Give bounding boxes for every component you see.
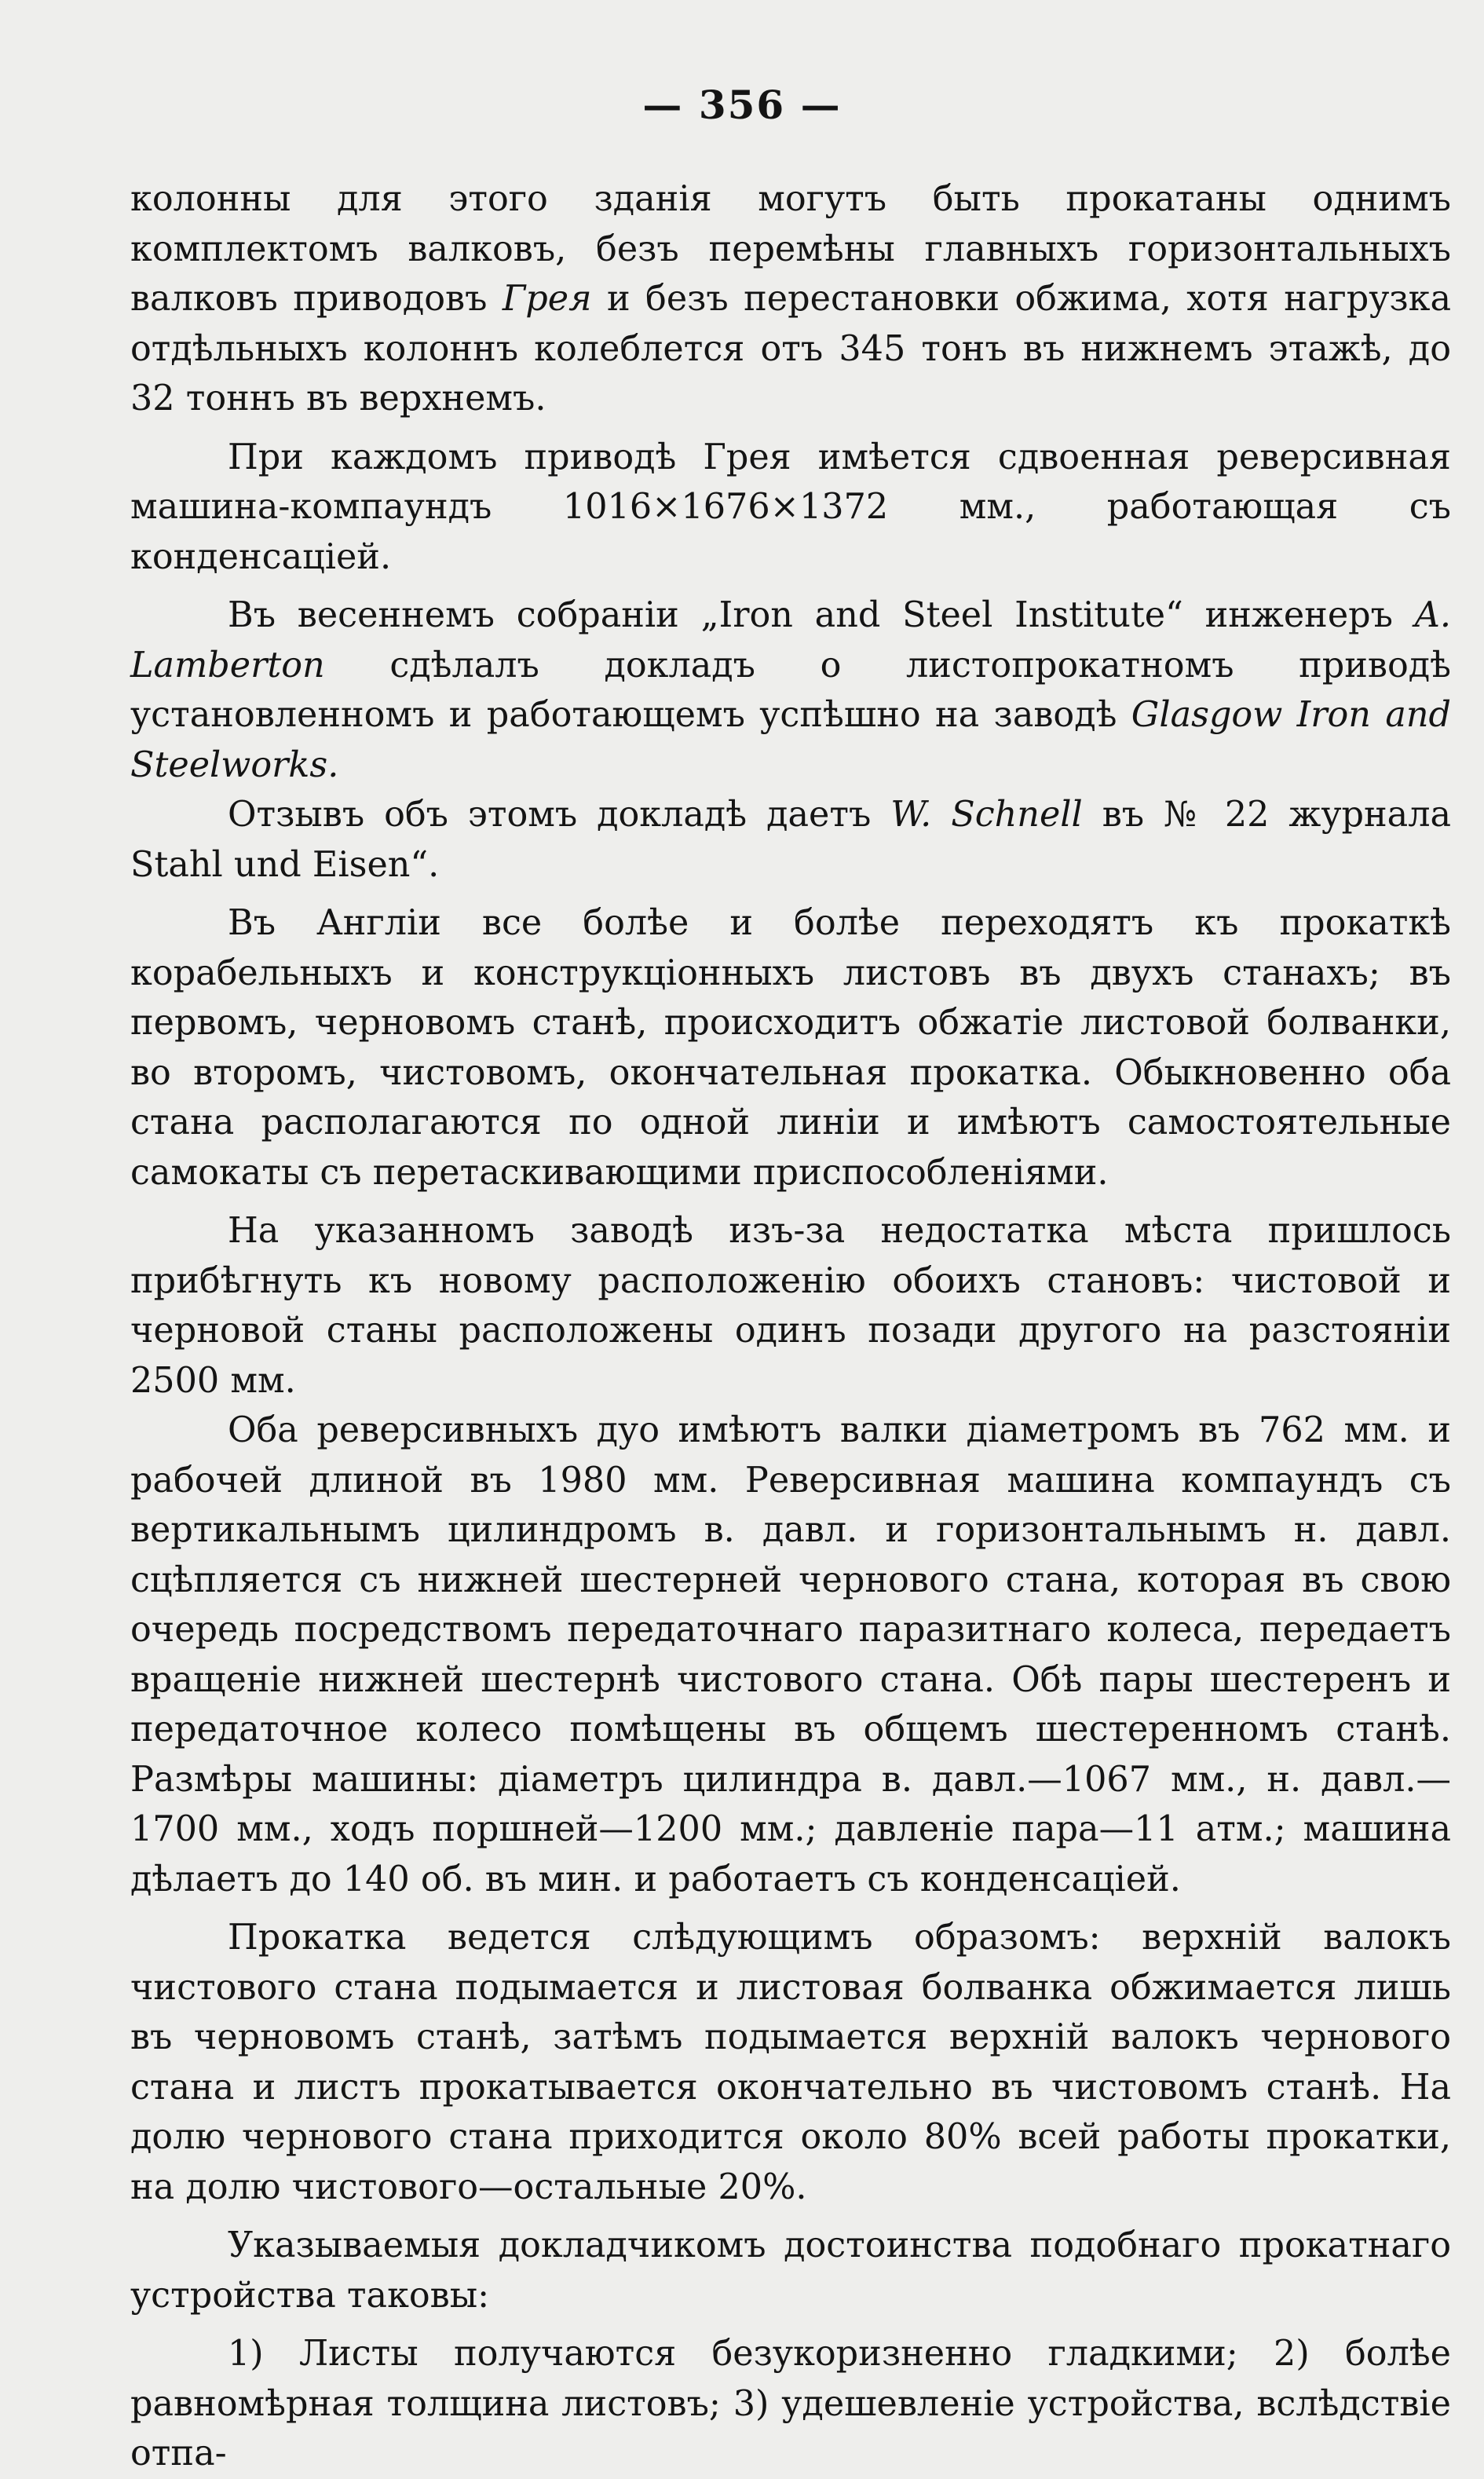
paragraph-text: На указанномъ заводѣ изъ-за недостатка мѣста пришлось прибѣгнуть къ новому расположенію обоихъ становъ: чистовой и черновой станы расположены одинъ позади другого на разстояніи 2500 мм. — [130, 1211, 1451, 1401]
paragraph-text: 1) Листы получаются безукоризненно гладкими; 2) болѣе равномѣрная толщина листовъ; 3) удешевленіе устройства, вслѣдствіе отпа- — [130, 2334, 1451, 2474]
italic-name-schnell: W. Schnell — [890, 795, 1083, 835]
paragraph-text: колонны для этого зданія могутъ быть прокатаны однимъ комплектомъ валковъ, безъ перемѣны главныхъ горизонтальныхъ валковъ приводовъ — [130, 179, 1451, 319]
paragraph-compound-engine — [130, 433, 1451, 583]
paragraph-rolling-process — [130, 1913, 1451, 2212]
paragraph-text: сдѣлалъ докладъ о листопрокатномъ приводѣ установленномъ и работающемъ успѣшно на заводѣ — [130, 645, 1451, 735]
paragraph-text: и безъ перестановки обжима, хотя нагрузка отдѣльныхъ колоннъ колеблется отъ 345 тонъ въ нижнемъ этажѣ, до 32 тоннъ въ верхнемъ. — [130, 279, 1452, 419]
paragraph-text: Прокатка ведется слѣдующимъ образомъ: верхній валокъ чистового стана подымается и листовая болванка обжимается лишь въ черновомъ станѣ, затѣмъ подымается верхній валокъ чернового стана и листъ прокатывается окончательно въ чистовомъ станѣ. На долю чернового стана приходится около 80% всей работы прокатки, на долю чистового—остальные 20%. — [130, 1918, 1451, 2207]
paragraph-spring-meeting — [130, 590, 1451, 790]
paragraph-text: При каждомъ приводѣ Грея имѣется сдвоенная реверсивная машина-компаундъ 1016×1676×1372 мм., работающая съ конденсаціей. — [130, 437, 1451, 577]
paragraph-england — [130, 898, 1451, 1197]
paragraph-arrangement — [130, 1206, 1451, 1406]
paragraph-text: Указываемыя докладчикомъ достоинства подобнаго прокатнаго устройства таковы: — [130, 2225, 1451, 2316]
paragraph-review — [130, 790, 1451, 890]
italic-name-grey: Грея — [502, 279, 592, 319]
paragraph-text: Въ Англіи все болѣе и болѣе переходятъ къ прокаткѣ корабельныхъ и конструкціонныхъ листовъ въ двухъ станахъ; въ первомъ, черновомъ станѣ, происходитъ обжатіе листовой болванки, во второмъ, чистовомъ, окончательная прокатка. Обыкновенно оба стана располагаются по одной линіи и имѣютъ самостоятельные самокаты съ перетаскивающими приспособленіями. — [130, 903, 1451, 1193]
italic-name-lamberton: A. Lamberton — [130, 595, 1451, 686]
italic-name-works: Glasgow Iron and Steelworks. — [130, 695, 1451, 785]
paragraph-text: въ № 22 журнала Stahl und Eisen“. — [130, 795, 1451, 885]
paragraph-text: Въ весеннемъ собраніи „Iron and Steel Institute“ инженеръ — [228, 595, 1415, 635]
paragraph-columns — [130, 174, 1451, 424]
paragraph-text: Оба реверсивныхъ дуо имѣютъ валки діаметромъ въ 762 мм. и рабочей длиной въ 1980 мм. Реверсивная машина компаундъ съ вертикальнымъ цилиндромъ в. давл. и горизонтальнымъ н. давл. сцѣпляется съ нижней шестерней чернового стана, которая въ свою очередь посредствомъ передаточнаго паразитнаго колеса, передаетъ вращеніе нижней шестернѣ чистового стана. Обѣ пары шестеренъ и передаточное колесо помѣщены въ общемъ шестеренномъ станѣ. Размѣры машины: діаметръ цилиндра в. давл.—1067 мм., н. давл.—1700 мм., ходъ поршней—1200 мм.; давленіе пара—11 атм.; машина дѣлаетъ до 140 об. въ мин. и работаетъ съ конденсаціей. — [130, 1410, 1451, 1899]
body-text — [130, 174, 1451, 2479]
paragraph-advantages-list — [130, 2329, 1451, 2479]
paragraph-reversing-duo — [130, 1406, 1451, 1904]
paragraph-advantages — [130, 2221, 1451, 2320]
paragraph-text: Отзывъ объ этомъ докладѣ даетъ — [228, 795, 891, 835]
page-number: — 356 — — [642, 82, 842, 128]
